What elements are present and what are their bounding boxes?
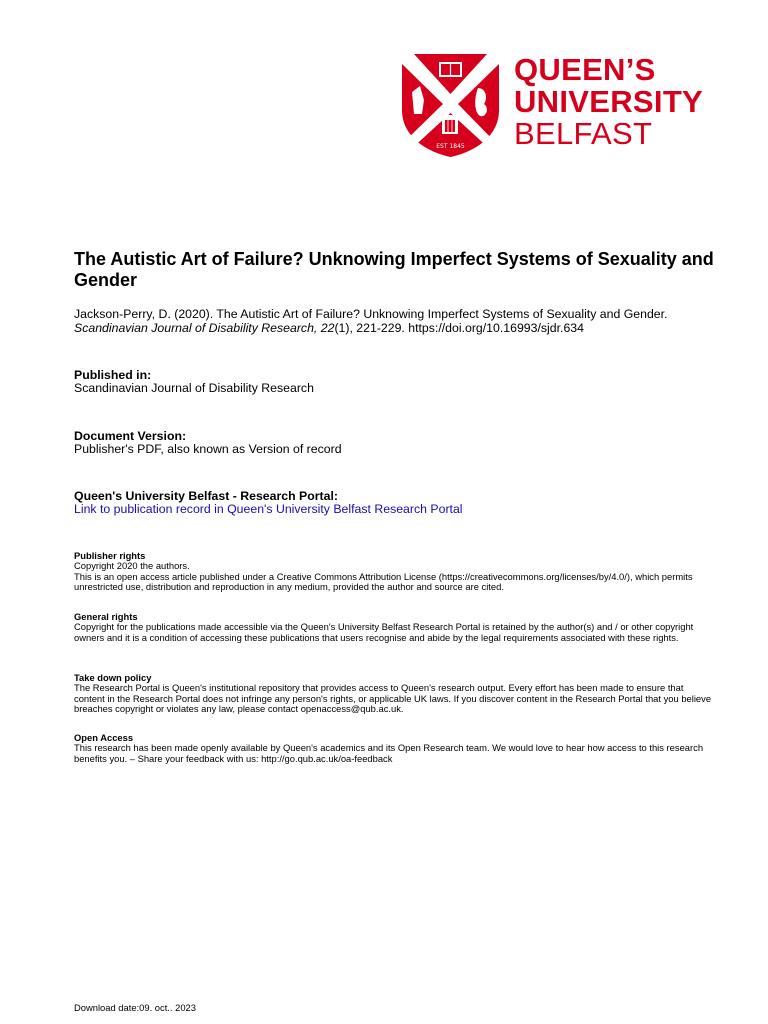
published-in-section: [74, 369, 754, 395]
published-in-value: Scandinavian Journal of Disability Research: [74, 381, 314, 395]
citation: [74, 307, 754, 335]
citation-pages-doi: (1), 221-229. https://doi.org/10.16993/sjdr.634: [334, 321, 584, 335]
take-down-section: [74, 673, 714, 715]
university-crest-icon: [400, 52, 501, 158]
citation-journal: Scandinavian Journal of Disability Research, 22: [74, 321, 335, 335]
take-down-text: The Research Portal is Queen's institutional repository that provides access to Queen's research output. Every effort has been made to ensure that content in the Research Portal does not infringe any person's rights, or applicable UK laws. If you discover content in the Research Portal that you believe breaches copyright or violates any law, please contact openaccess@qub.ac.uk.: [74, 682, 712, 715]
publication-record-link[interactable]: Link to publication record in Queen's University Belfast Research Portal: [74, 502, 463, 516]
general-rights-heading: General rights: [74, 611, 138, 622]
publisher-rights-section: [74, 551, 714, 593]
general-rights-section: [74, 612, 714, 643]
research-portal-section: [74, 490, 754, 516]
logo-line-1: QUEEN’S: [514, 52, 656, 87]
open-access-heading: Open Access: [74, 732, 134, 743]
document-title: The Autistic Art of Failure? Unknowing Imperfect Systems of Sexuality and Gender: [74, 249, 714, 290]
take-down-heading: Take down policy: [74, 672, 152, 683]
logo-wordmark: [514, 54, 703, 150]
university-logo: [400, 52, 720, 162]
publisher-rights-line-1: Copyright 2020 the authors.: [74, 560, 190, 572]
open-access-section: [74, 733, 714, 764]
logo-line-2: UNIVERSITY: [514, 84, 704, 119]
publisher-rights-heading: Publisher rights: [74, 550, 146, 561]
research-portal-heading: Queen's University Belfast - Research Portal:: [74, 489, 338, 503]
document-version-section: [74, 430, 754, 456]
document-version-heading: Document Version:: [74, 429, 187, 443]
open-access-text: This research has been made openly available by Queen's academics and its Open Research team. We would love to hear how access to this research benefits you. – Share your feedback with us: http://go.qub.ac.uk/oa-feedback: [74, 742, 704, 764]
logo-line-3: BELFAST: [514, 116, 653, 151]
download-date: Download date:09. oct.. 2023: [74, 1002, 196, 1013]
document-version-value: Publisher's PDF, also known as Version of record: [74, 442, 342, 456]
citation-main: Jackson-Perry, D. (2020). The Autistic Art of Failure? Unknowing Imperfect Systems of Sexuality and Gender.: [74, 307, 668, 321]
publisher-rights-line-2: This is an open access article published under a Creative Commons Attribution License (https://creativecommons.org/licenses/by/4.0/), which permits unrestricted use, distribution and reproduction in any medium, provided the author and source are cited.: [74, 570, 693, 593]
general-rights-text: Copyright for the publications made accessible via the Queen's University Belfast Research Portal is retained by the author(s) and / or other copyright owners and it is a condition of accessing these publications that users recognise and abide by the legal requirements associated with these rights.: [74, 621, 694, 643]
crest-est-text: EST 1845: [436, 143, 465, 150]
published-in-heading: Published in:: [74, 368, 152, 382]
